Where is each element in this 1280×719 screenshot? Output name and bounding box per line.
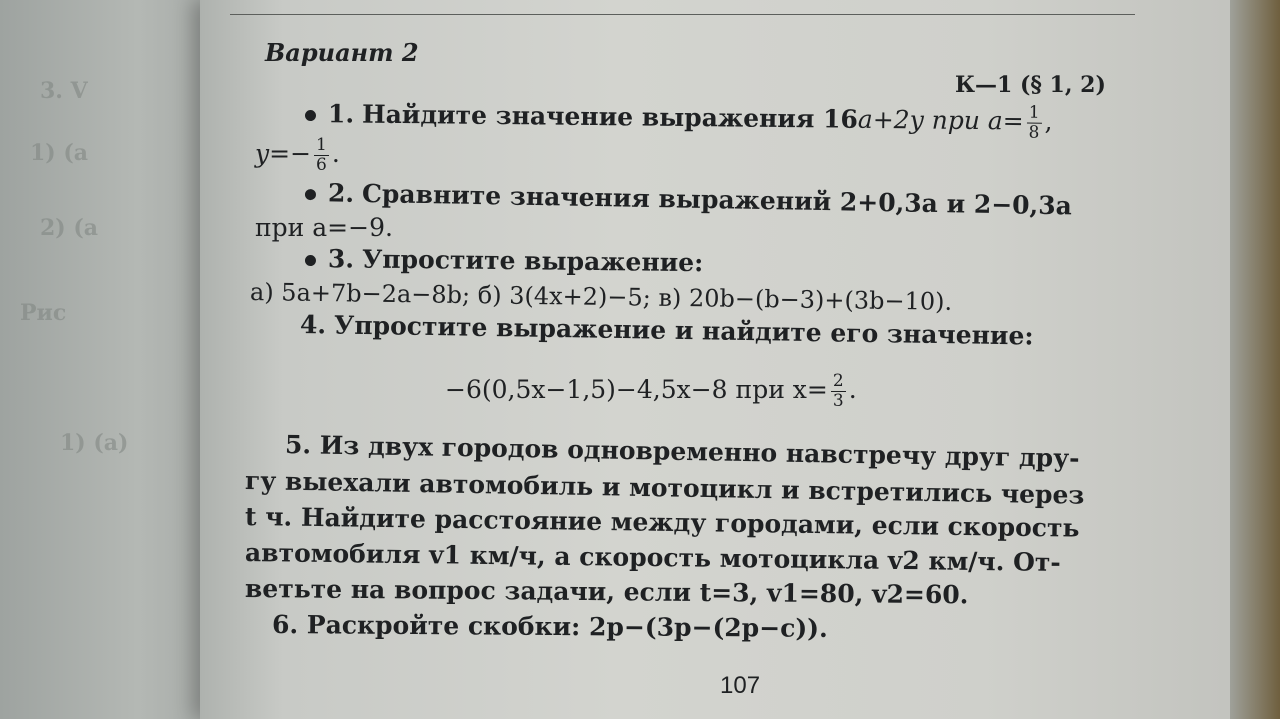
task-1-text: Найдите значение выражения 16	[361, 99, 859, 134]
task-5-number: 5.	[284, 430, 312, 460]
task-5-line-4: автомобиля v1 км/ч, а скорость мотоцикла v2 км/ч. От-	[244, 538, 1061, 577]
fraction-a	[1027, 104, 1042, 143]
page-number: 107	[720, 672, 761, 699]
task-4-number: 4.	[299, 310, 327, 340]
task-1-line-1: 1. Найдите значение выражения 16a+2y при a= $\frac{1}{8}$ ,	[305, 96, 1053, 143]
fraction-den: 8	[1028, 122, 1040, 143]
test-code: К—1 (§ 1, 2)	[955, 72, 1106, 98]
bullet-icon	[305, 255, 316, 266]
fraction-num: 2	[832, 371, 844, 391]
bullet-icon	[305, 110, 316, 121]
task-5-line-3: t ч. Найдите расстояние между городами, если скорость	[244, 502, 1080, 543]
task-4-line-2	[445, 372, 857, 411]
task-3-title: Упростите выражение:	[361, 244, 704, 278]
task-1-tail: .	[331, 139, 340, 168]
fraction-den: 3	[832, 391, 844, 411]
task-3-line-1	[305, 244, 704, 277]
task-4-expr: −6(0,5x−1,5)−4,5x−8 при x=	[445, 375, 828, 404]
fraction-y	[314, 136, 329, 175]
task-6-line	[272, 610, 828, 643]
bullet-icon	[305, 189, 316, 200]
fraction-num: 1	[316, 135, 327, 155]
task-3-line-2: а) 5a+7b−2a−8b; б) 3(4x+2)−5; в) 20b−(b−3)+(3b−10).	[249, 278, 953, 316]
fraction-den: 6	[316, 155, 327, 175]
task-5-text-1: Из двух городов одновременно навстречу друг дру-	[319, 430, 1080, 473]
book-edge	[1230, 0, 1280, 719]
task-2-line-2: при a=−9.	[255, 213, 393, 242]
task-5-line-2: гу выехали автомобиль и мотоцикл и встретились через	[244, 466, 1085, 510]
task-1-number: 1.	[327, 99, 355, 129]
task-3-number: 3.	[327, 244, 355, 274]
task-4-tail: .	[848, 375, 857, 404]
left-page: 3. V 1) (а 2) (а Рис 1) (а)	[0, 0, 230, 719]
top-rule	[230, 14, 1135, 15]
task-1-expr: a+2y при a=	[857, 104, 1024, 136]
task-1-y-start: y=−	[255, 139, 312, 168]
task-2-number: 2.	[327, 178, 355, 208]
task-2-text: Сравните значения выражений 2+0,3a и 2−0,3a	[361, 178, 1073, 221]
task-6-text: Раскройте скобки: 2p−(3p−(2p−c)).	[306, 610, 828, 643]
variant-title: Вариант 2	[265, 38, 419, 67]
task-1-line-2	[255, 136, 340, 175]
fraction-x	[831, 372, 846, 411]
task-4-title: Упростите выражение и найдите его значение:	[333, 310, 1034, 351]
task-5-line-5: ветьте на вопрос задачи, если t=3, v1=80, v2=60.	[244, 574, 969, 610]
fraction-num: 1	[1027, 104, 1042, 124]
task-6-number: 6.	[271, 610, 299, 640]
